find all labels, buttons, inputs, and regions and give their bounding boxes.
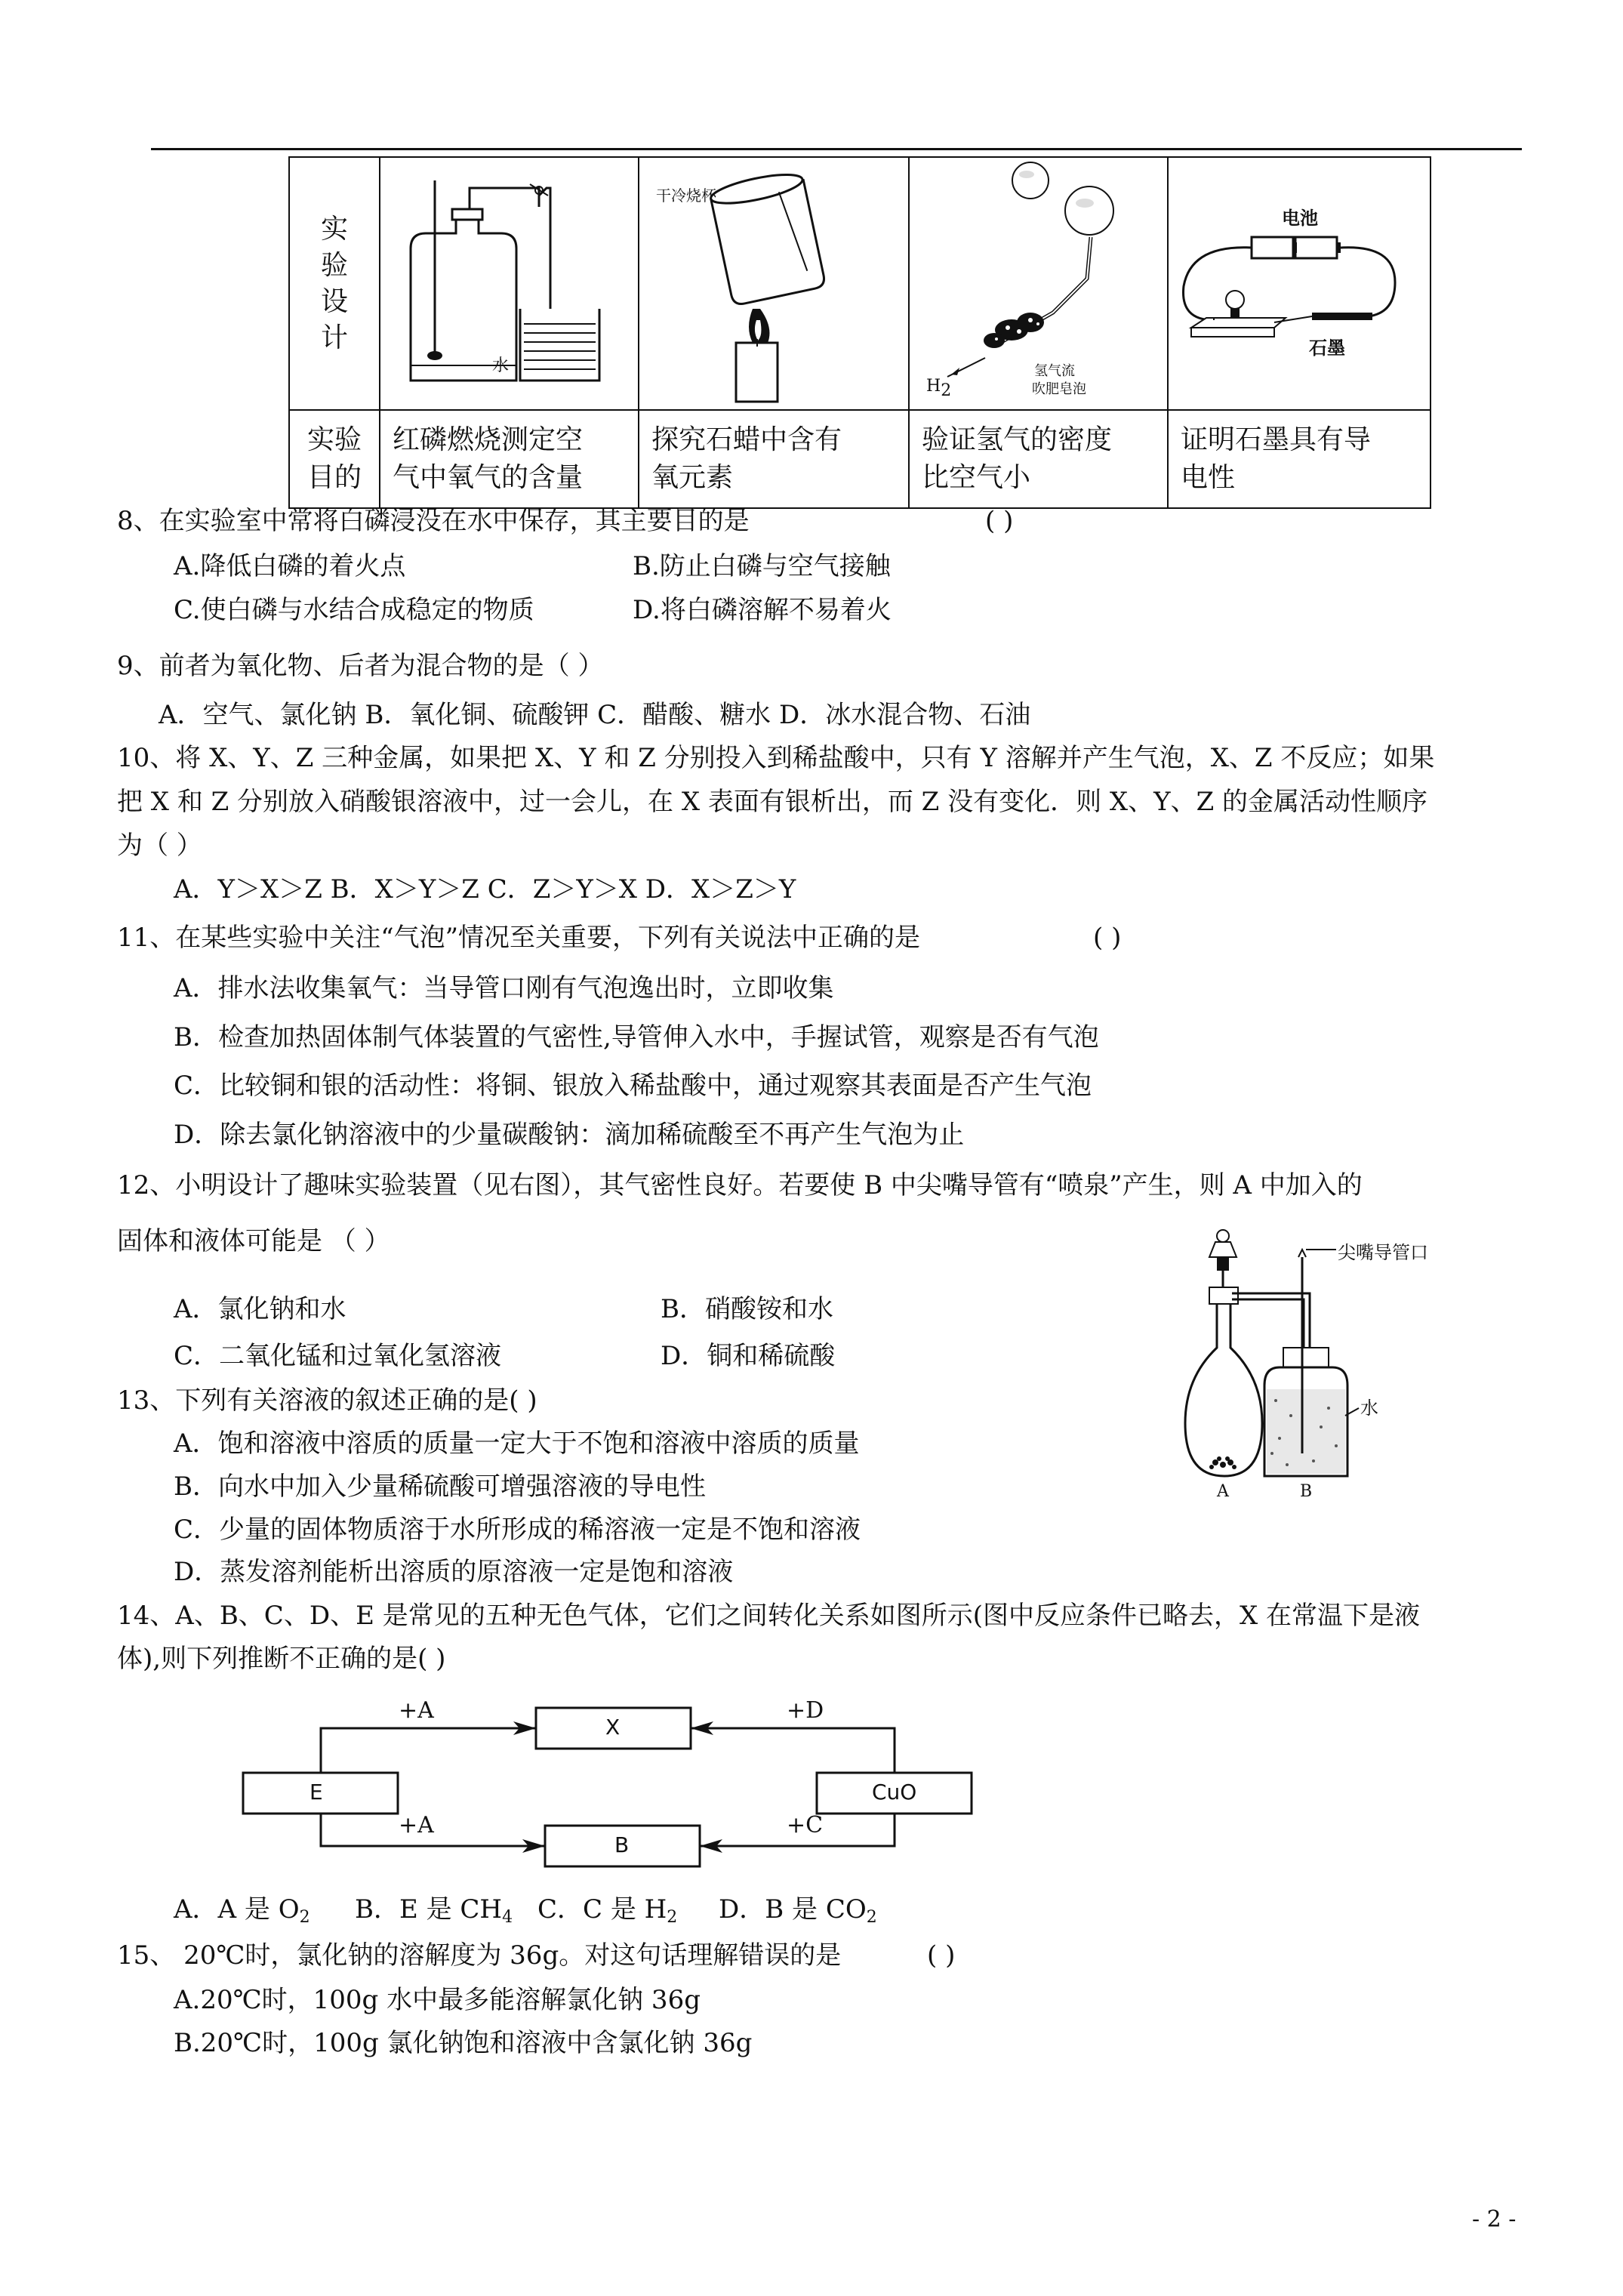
purpose-line: 比空气小 xyxy=(922,462,1031,493)
q10-line-2: 把 X 和 Z 分别放入硝酸银溶液中，过一会儿，在 X 表面有银析出，而 Z 没有变化．则 X、Y、Z 的金属活动性顺序 xyxy=(117,787,1428,817)
q14-line-2: 体),则下列推断不正确的是( ) xyxy=(117,1644,446,1674)
q13-option-b: B．向水中加入少量稀硫酸可增强溶液的导电性 xyxy=(174,1472,706,1502)
page-number: - 2 - xyxy=(1472,2206,1517,2233)
box-cuo: CuO xyxy=(872,1780,917,1804)
purpose-label-line: 实验 xyxy=(306,424,362,455)
q14-option-b-sub: 4 xyxy=(502,1908,513,1927)
q11-option-a: A．排水法收集氧气：当导管口刚有气泡逸出时，立即收集 xyxy=(174,973,834,1003)
purpose-line: 证明石墨具有导 xyxy=(1181,424,1372,455)
purpose-line: 红磷燃烧测定空 xyxy=(393,424,584,455)
q10-line-3: 为（ ） xyxy=(117,831,202,861)
label-plus-a-top: +A xyxy=(399,1697,434,1724)
water-label: 水 xyxy=(1360,1398,1378,1419)
hydrogen-flow-label: 氢气流 xyxy=(1034,363,1075,379)
q13-option-a: A．饱和溶液中溶质的质量一定大于不饱和溶液中溶质的质量 xyxy=(174,1428,860,1459)
q14-option-d-sub: 2 xyxy=(866,1908,877,1927)
q11-stem: 11、在某些实验中关注“气泡”情况至关重要，下列有关说法中正确的是 xyxy=(117,923,921,953)
q13-option-d: D．蒸发溶剂能析出溶质的原溶液一定是饱和溶液 xyxy=(174,1557,734,1587)
experiment-table xyxy=(288,156,1431,509)
q8-paren: ( ) xyxy=(985,506,1014,536)
nozzle-label: 尖嘴导管口 xyxy=(1338,1242,1428,1263)
purpose-4 xyxy=(1168,410,1431,508)
q15-option-a: A.20℃时，100g 水中最多能溶解氯化钠 36g xyxy=(174,1985,701,2015)
q12-option-a: A．氯化钠和水 xyxy=(174,1294,346,1324)
q11-paren: ( ) xyxy=(1093,923,1122,953)
fig-red-phosphorus xyxy=(380,157,639,410)
q8-option-b: B.防止白磷与空气接触 xyxy=(633,551,891,581)
water-label: 水 xyxy=(492,356,510,375)
q15-option-b: B.20℃时，100g 氯化钠饱和溶液中含氯化钠 36g xyxy=(174,2028,753,2058)
fig-candle-beaker xyxy=(639,157,909,410)
purpose-line: 气中氧气的含量 xyxy=(393,462,584,493)
purpose-line: 氧元素 xyxy=(651,462,734,493)
purpose-2 xyxy=(639,410,909,508)
q14-option-a xyxy=(174,1893,310,1934)
design-char: 验 xyxy=(320,249,348,281)
q13-stem: 13、下列有关溶液的叙述正确的是( ) xyxy=(117,1385,537,1416)
q12-option-d: D．铜和稀硫酸 xyxy=(661,1341,836,1371)
blow-bubbles-label: 吹肥皂泡 xyxy=(1032,381,1086,397)
q14-conversion-diagram xyxy=(242,1691,996,1880)
box-e: E xyxy=(310,1780,323,1804)
purpose-line: 探究石蜡中含有 xyxy=(651,424,842,455)
q9-options: A．空气、氯化钠 B．氧化铜、硫酸钾 C．醋酸、糖水 D．冰水混合物、石油 xyxy=(159,700,1031,730)
purpose-1 xyxy=(380,410,639,508)
purpose-label-line: 目的 xyxy=(306,462,362,493)
design-char: 计 xyxy=(320,322,348,353)
box-x: X xyxy=(605,1715,621,1740)
q14-option-c-text: C．C 是 H xyxy=(537,1894,667,1925)
design-char: 设 xyxy=(320,285,348,317)
q8-option-d: D.将白磷溶解不易着火 xyxy=(633,595,892,625)
header-rule xyxy=(151,148,1522,150)
q11-option-b: B．检查加热固体制气体装置的气密性,导管伸入水中，手握试管，观察是否有气泡 xyxy=(174,1022,1099,1052)
q14-line-1: 14、A、B、C、D、E 是常见的五种无色气体，它们之间转化关系如图所示(图中反应条件已略去，X 在常温下是液 xyxy=(117,1601,1420,1631)
q12-option-c: C．二氧化锰和过氧化氢溶液 xyxy=(174,1341,502,1371)
battery-label: 电池 xyxy=(1282,207,1318,229)
h2-text: H xyxy=(926,377,941,396)
q11-option-c: C．比较铜和银的活动性：将铜、银放入稀盐酸中，通过观察其表面是否产生气泡 xyxy=(174,1071,1092,1101)
graphite-label: 石墨 xyxy=(1309,337,1345,359)
q14-option-d xyxy=(719,1893,877,1934)
fig-graphite-circuit xyxy=(1168,157,1431,410)
design-char: 实 xyxy=(320,213,348,245)
q14-option-b xyxy=(355,1893,513,1934)
q11-option-d: D．除去氯化钠溶液中的少量碳酸钠：滴加稀硫酸至不再产生气泡为止 xyxy=(174,1120,965,1150)
q12-fountain-figure xyxy=(1178,1227,1480,1506)
q14-option-a-text: A．A 是 O xyxy=(174,1894,300,1925)
q14-option-c xyxy=(537,1893,677,1934)
q14-option-d-text: D．B 是 CO xyxy=(719,1894,867,1925)
h2-label xyxy=(926,377,951,400)
q8-stem: 8、在实验室中常将白磷浸没在水中保存，其主要目的是 xyxy=(117,506,750,536)
label-plus-c: +C xyxy=(787,1812,824,1838)
q8-option-c: C.使白磷与水结合成稳定的物质 xyxy=(174,595,534,625)
q15-paren: ( ) xyxy=(927,1940,956,1971)
q15-stem: 15、 20℃时，氯化钠的溶解度为 36g。对这句话理解错误的是 xyxy=(117,1940,842,1971)
q12-option-b: B．硝酸铵和水 xyxy=(661,1294,833,1324)
q8-option-a: A.降低白磷的着火点 xyxy=(174,551,406,581)
purpose-label xyxy=(289,410,380,508)
dry-cold-beaker-label: 干冷烧杯 xyxy=(656,186,716,205)
q9-stem: 9、前者为氧化物、后者为混合物的是（ ） xyxy=(117,651,604,681)
design-label xyxy=(289,157,380,410)
label-plus-a-bottom: +A xyxy=(399,1812,434,1838)
q12-line-1: 12、小明设计了趣味实验装置（见右图），其气密性良好。若要使 B 中尖嘴导管有“喷泉”产生，则 A 中加入的 xyxy=(117,1170,1363,1200)
flask-a-label: A xyxy=(1217,1482,1229,1501)
q13-option-c: C．少量的固体物质溶于水所形成的稀溶液一定是不饱和溶液 xyxy=(174,1515,861,1545)
q14-option-c-sub: 2 xyxy=(667,1908,678,1927)
bottle-b-label: B xyxy=(1300,1482,1313,1501)
purpose-line: 验证氢气的密度 xyxy=(922,424,1113,455)
purpose-3 xyxy=(909,410,1168,508)
label-plus-d: +D xyxy=(787,1697,824,1724)
q10-line-1: 10、将 X、Y、Z 三种金属，如果把 X、Y 和 Z 分别投入到稀盐酸中，只有 Y 溶解并产生气泡，X、Z 不反应；如果 xyxy=(117,743,1435,773)
fig-hydrogen-bubbles xyxy=(909,157,1168,410)
h2-sub: 2 xyxy=(941,381,952,400)
purpose-line: 电性 xyxy=(1181,462,1236,493)
q14-option-b-text: B．E 是 CH xyxy=(355,1894,503,1925)
q10-options: A．Y＞X＞Z B．X＞Y＞Z C．Z＞Y＞X D．X＞Z＞Y xyxy=(174,874,796,905)
q14-option-a-sub: 2 xyxy=(299,1908,310,1927)
box-b: B xyxy=(614,1832,630,1857)
q12-line-2: 固体和液体可能是 （ ） xyxy=(117,1226,390,1256)
